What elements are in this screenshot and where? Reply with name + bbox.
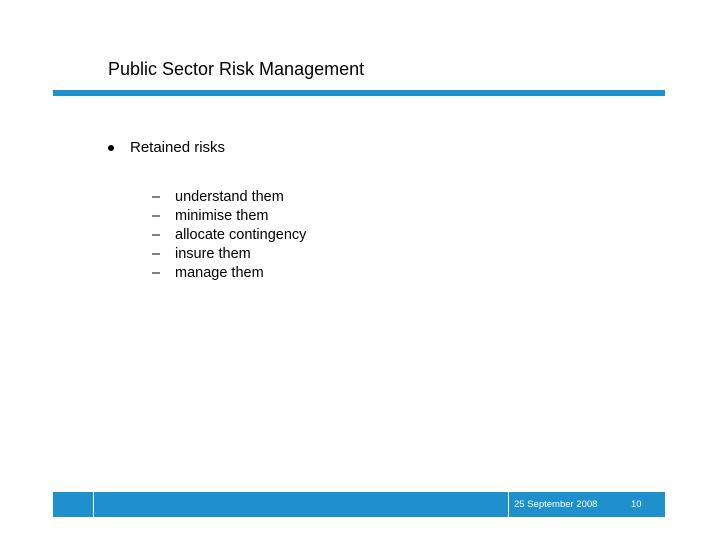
- dash-icon: –: [152, 245, 161, 262]
- sub-bullet-item: [152, 244, 306, 263]
- sub-bullet-text: minimise them: [175, 207, 269, 224]
- slide-title: Public Sector Risk Management: [108, 59, 365, 79]
- footer-date: 25 September 2008: [514, 499, 598, 510]
- title-divider: [53, 90, 665, 96]
- sub-bullet-item: [152, 187, 306, 206]
- bullet-dot-icon: [108, 145, 114, 151]
- sub-bullet-text: allocate contingency: [175, 226, 307, 243]
- sub-bullet-item: [152, 263, 306, 282]
- sub-bullet-list: [152, 187, 306, 282]
- footer-bar: [53, 492, 665, 517]
- sub-bullet-text: understand them: [175, 188, 284, 205]
- sub-bullet-text: manage them: [175, 264, 264, 281]
- bullet-item: [108, 138, 225, 158]
- dash-icon: –: [152, 207, 161, 224]
- page-number: 10: [631, 499, 642, 510]
- dash-icon: –: [152, 188, 161, 205]
- dash-icon: –: [152, 226, 161, 243]
- bullet-text: Retained risks: [130, 139, 226, 156]
- footer-segment-left: [53, 492, 93, 517]
- sub-bullet-item: [152, 206, 306, 225]
- sub-bullet-item: [152, 225, 306, 244]
- dash-icon: –: [152, 264, 161, 281]
- sub-bullet-text: insure them: [175, 245, 251, 262]
- footer-segment-middle: [94, 492, 508, 517]
